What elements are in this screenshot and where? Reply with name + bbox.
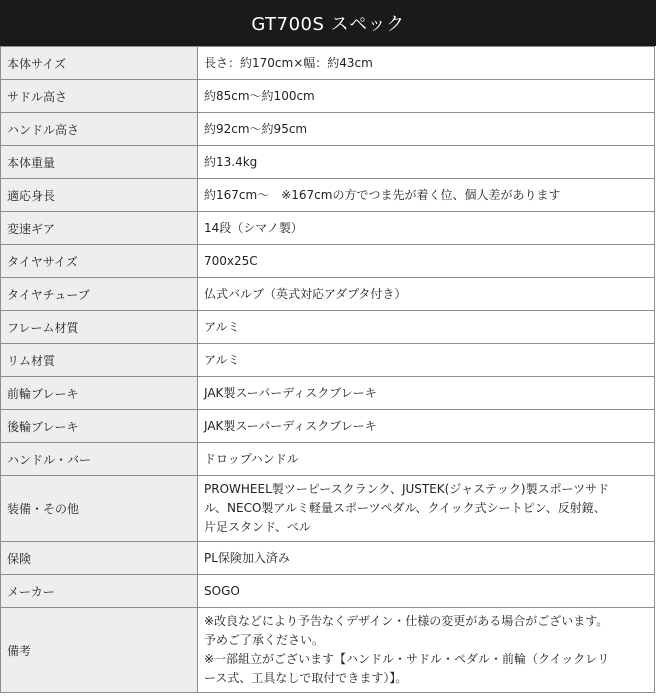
spec-label: 保険 — [1, 542, 198, 575]
spec-value — [198, 311, 655, 344]
spec-title: GT700S スペック — [0, 0, 656, 46]
spec-value — [198, 278, 655, 311]
spec-value — [198, 575, 655, 608]
spec-row — [1, 146, 655, 179]
spec-table — [0, 46, 655, 693]
spec-value-line: 約85cm～約100cm — [204, 88, 315, 103]
spec-row — [1, 344, 655, 377]
spec-label: メーカー — [1, 575, 198, 608]
spec-row — [1, 245, 655, 278]
spec-row — [1, 113, 655, 146]
spec-value-line: 片足スタンド、ベル — [204, 520, 311, 534]
spec-row — [1, 443, 655, 476]
spec-row — [1, 542, 655, 575]
spec-row — [1, 608, 655, 693]
spec-row — [1, 80, 655, 113]
spec-value-line: 長さ：約170cm×幅：約43cm — [204, 55, 373, 70]
spec-label: ハンドル高さ — [1, 113, 198, 146]
spec-value-line: 14段（シマノ製） — [204, 220, 303, 235]
spec-label: タイヤチューブ — [1, 278, 198, 311]
spec-value-line: ース式、工具なしで取付できます）】。 — [204, 671, 408, 685]
spec-value-line: JAK製スーパーディスクブレーキ — [204, 418, 377, 433]
spec-value — [198, 344, 655, 377]
spec-row — [1, 311, 655, 344]
spec-label: 本体重量 — [1, 146, 198, 179]
spec-row — [1, 179, 655, 212]
spec-value-line: 約13.4kg — [204, 154, 258, 169]
spec-value-line: 約167cm～ ※167cmの方でつま先が着く位、個人差があります — [204, 187, 561, 202]
spec-value — [198, 113, 655, 146]
spec-value — [198, 179, 655, 212]
spec-value-line: PROWHEEL製ツーピースクランク、JUSTEK(ジャステック)製スポーツサド — [204, 482, 610, 496]
spec-value-line: 予めご了承ください。 — [204, 633, 325, 647]
spec-value-line: SOGO — [204, 583, 240, 598]
spec-value — [198, 47, 655, 80]
spec-value — [198, 146, 655, 179]
spec-row — [1, 410, 655, 443]
spec-value-line: ※一部組立がございます【ハンドル・サドル・ペダル・前輪（クイックレリ — [204, 652, 610, 666]
spec-value — [198, 377, 655, 410]
spec-label: サドル高さ — [1, 80, 198, 113]
spec-value-line: ル、NECO製アルミ軽量スポーツペダル、クイック式シートピン、反射鏡、 — [204, 501, 606, 515]
spec-value-line: 仏式バルブ（英式対応アダプタ付き） — [204, 286, 407, 301]
spec-row — [1, 476, 655, 542]
spec-row — [1, 47, 655, 80]
spec-row — [1, 575, 655, 608]
spec-row — [1, 212, 655, 245]
spec-value-line: 700x25C — [204, 253, 258, 268]
spec-value — [198, 410, 655, 443]
spec-value-line: アルミ — [204, 319, 240, 334]
spec-value — [198, 212, 655, 245]
spec-value — [198, 542, 655, 575]
spec-label: 適応身長 — [1, 179, 198, 212]
spec-value — [198, 476, 655, 542]
spec-value — [198, 443, 655, 476]
spec-value-line: ドロップハンドル — [204, 451, 299, 466]
spec-label: 備考 — [1, 608, 198, 693]
spec-label: タイヤサイズ — [1, 245, 198, 278]
spec-label: 変速ギア — [1, 212, 198, 245]
spec-value — [198, 245, 655, 278]
spec-value-line: PL保険加入済み — [204, 550, 290, 565]
spec-value — [198, 80, 655, 113]
spec-label: 前輪ブレーキ — [1, 377, 198, 410]
spec-value-line: アルミ — [204, 352, 240, 367]
spec-label: リム材質 — [1, 344, 198, 377]
spec-value-line: 約92cm～約95cm — [204, 121, 308, 136]
spec-table-body — [1, 47, 655, 693]
spec-value-line: ※改良などにより予告なくデザイン・仕様の変更がある場合がございます。 — [204, 614, 609, 628]
spec-value — [198, 608, 655, 693]
spec-label: ハンドル・バー — [1, 443, 198, 476]
spec-label: フレーム材質 — [1, 311, 198, 344]
spec-value-line: JAK製スーパーディスクブレーキ — [204, 385, 377, 400]
spec-row — [1, 278, 655, 311]
spec-label: 本体サイズ — [1, 47, 198, 80]
spec-label: 後輪ブレーキ — [1, 410, 198, 443]
spec-label: 装備・その他 — [1, 476, 198, 542]
spec-row — [1, 377, 655, 410]
